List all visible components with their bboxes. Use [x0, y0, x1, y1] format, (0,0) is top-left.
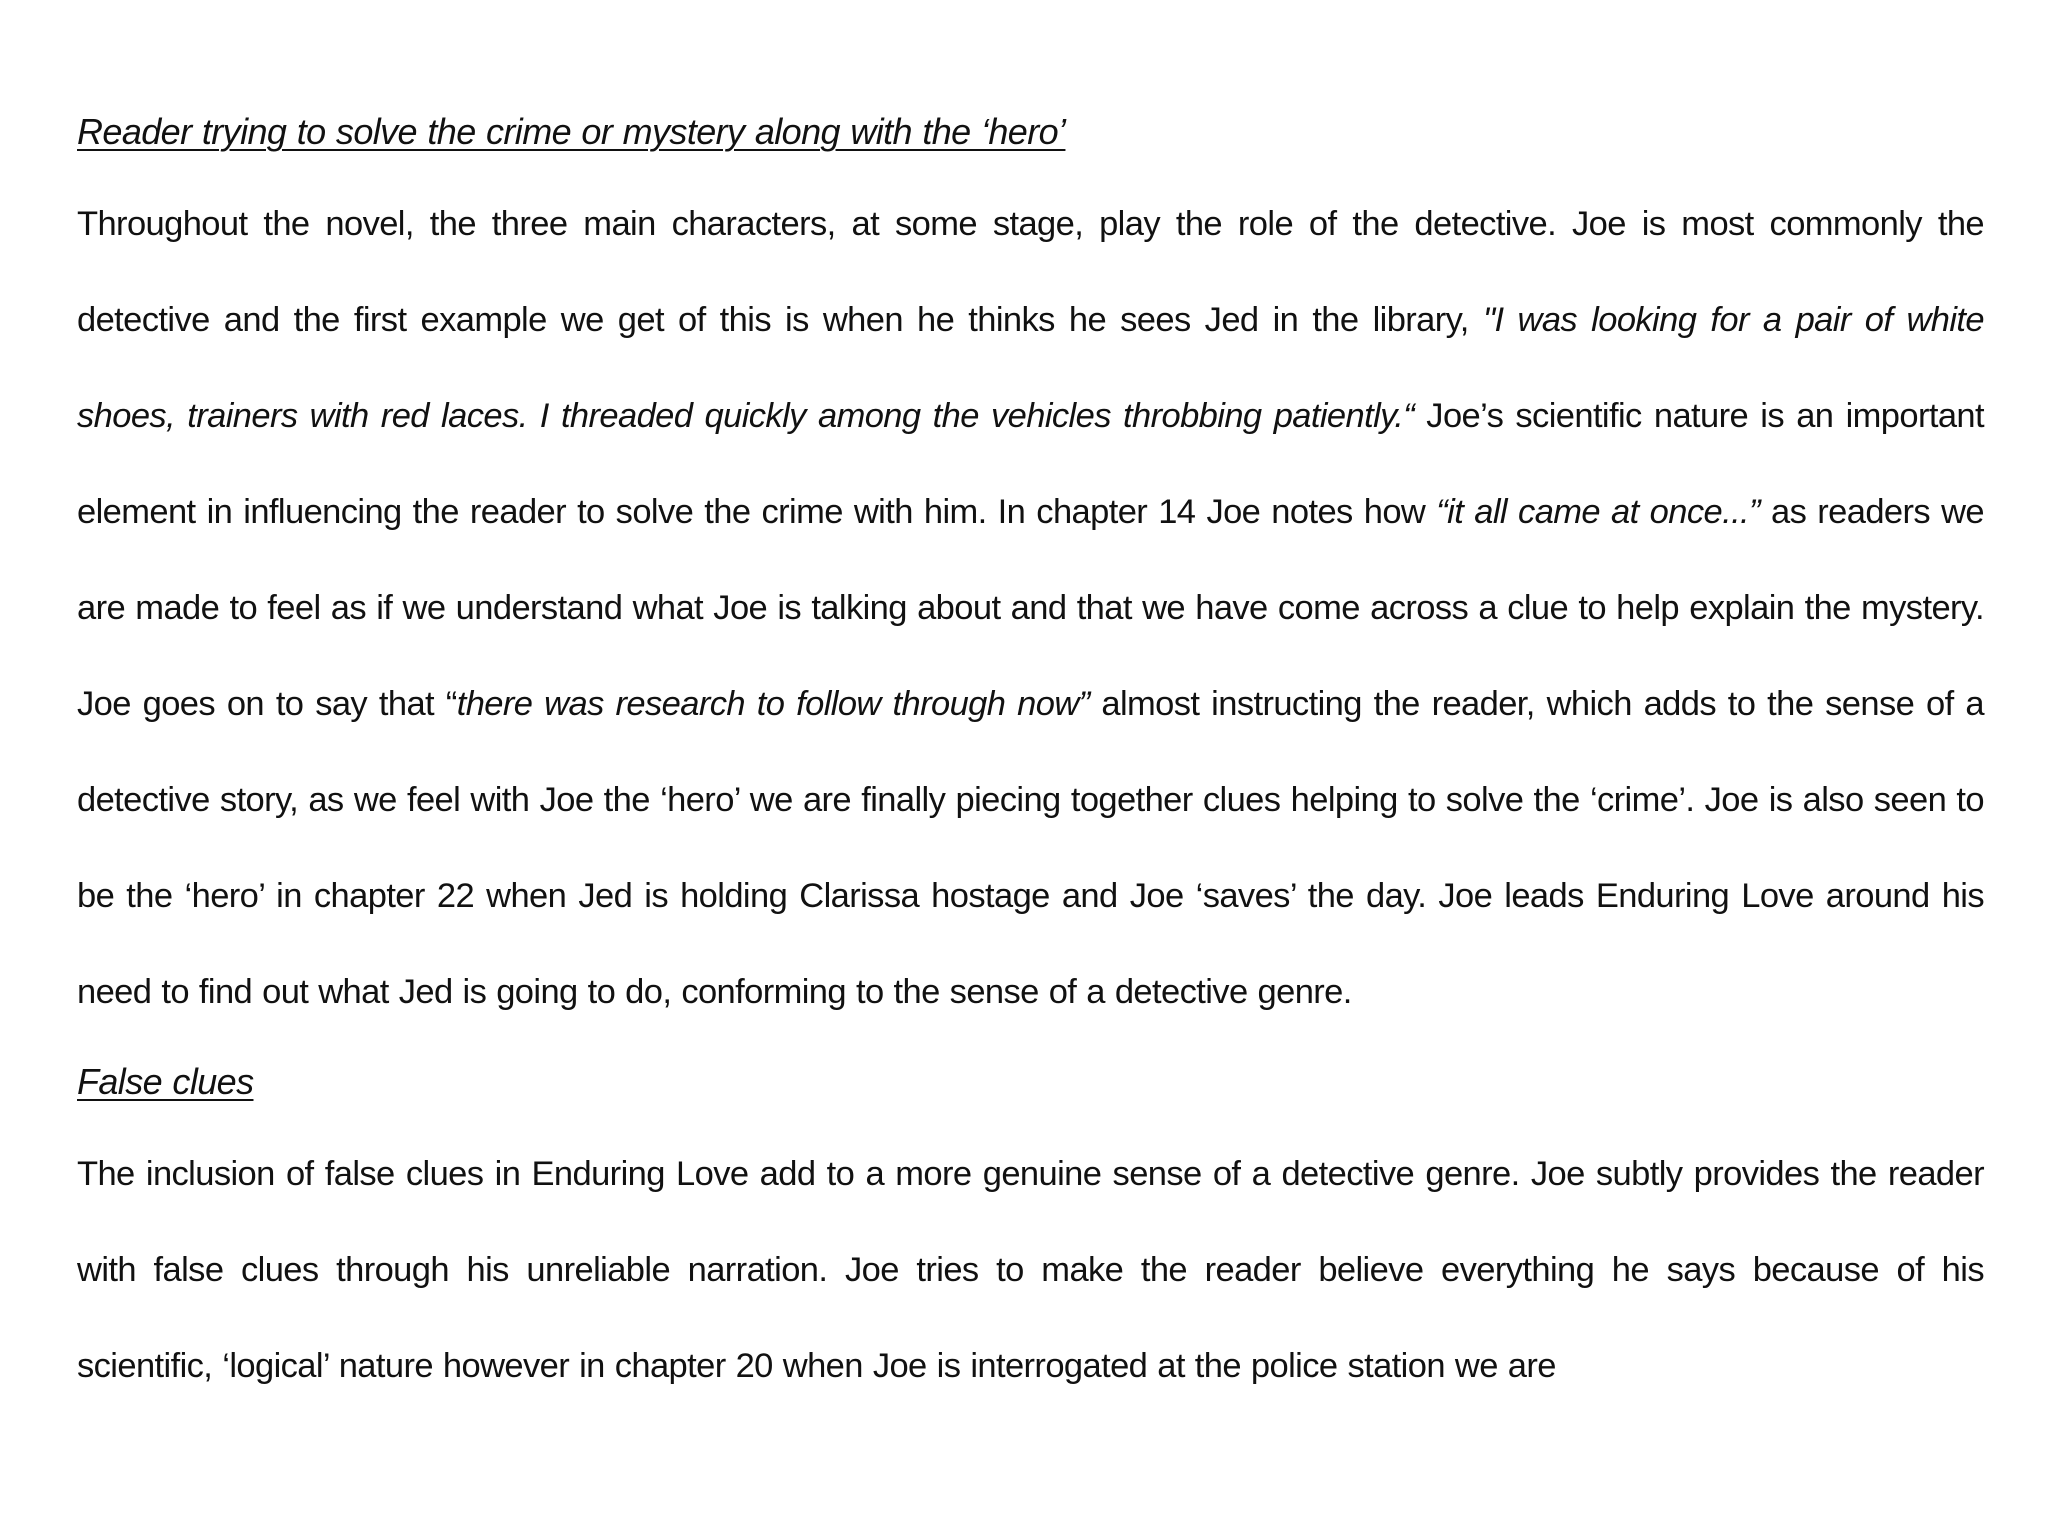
quote-research: there was research to follow through now”: [456, 685, 1090, 723]
text-segment: almost instructing the reader, which adds to the sense of a detective story, as we feel with Joe the ‘hero’ we are finally piecing together clues helping to solve the ‘crime’. Joe is also seen to be the ‘hero’ in chapter 22 when Jed is holding Clarissa hostage and Joe ‘saves’ the day. Joe leads Enduring Love around his need to find out what Jed is going to do, conforming to the sense of a detective genre.: [77, 685, 1984, 1011]
quote-white-shoes: "I was looking for a pair of white shoes, trainers with red laces. I threaded quickly among the vehicles throbbing patiently.“: [77, 301, 1984, 435]
section-heading-false-clues: False clues: [77, 1061, 254, 1102]
paragraph-false-clues: The inclusion of false clues in Enduring Love add to a more genuine sense of a detective genre. Joe subtly provides the reader with false clues through his unreliable narration. Joe tries to make the reader believe everything he says because of his scientific, ‘logical’ nature however in chapter 20 when Joe is interrogated at the police station we are: [77, 1155, 1984, 1385]
document-page: [77, 100, 1984, 1414]
text-segment: Joe’s scientific nature is an important element in influencing the reader to solve the crime with him. In chapter 14 Joe notes how: [77, 397, 1984, 531]
quote-came-at-once: “it all came at once...”: [1436, 493, 1760, 531]
paragraph-detective-role: [77, 176, 1984, 1040]
text-segment: as readers we are made to feel as if we understand what Joe is talking about and that we have come across a clue to help explain the mystery. Joe goes on to say that “: [77, 493, 1984, 723]
text-segment: Throughout the novel, the three main characters, at some stage, play the role of the detective. Joe is most commonly the detective and the first example we get of this is when he thinks he sees Jed in the library,: [77, 205, 1984, 339]
section-heading-reader-solving: Reader trying to solve the crime or mystery along with the ‘hero’: [77, 111, 1066, 152]
